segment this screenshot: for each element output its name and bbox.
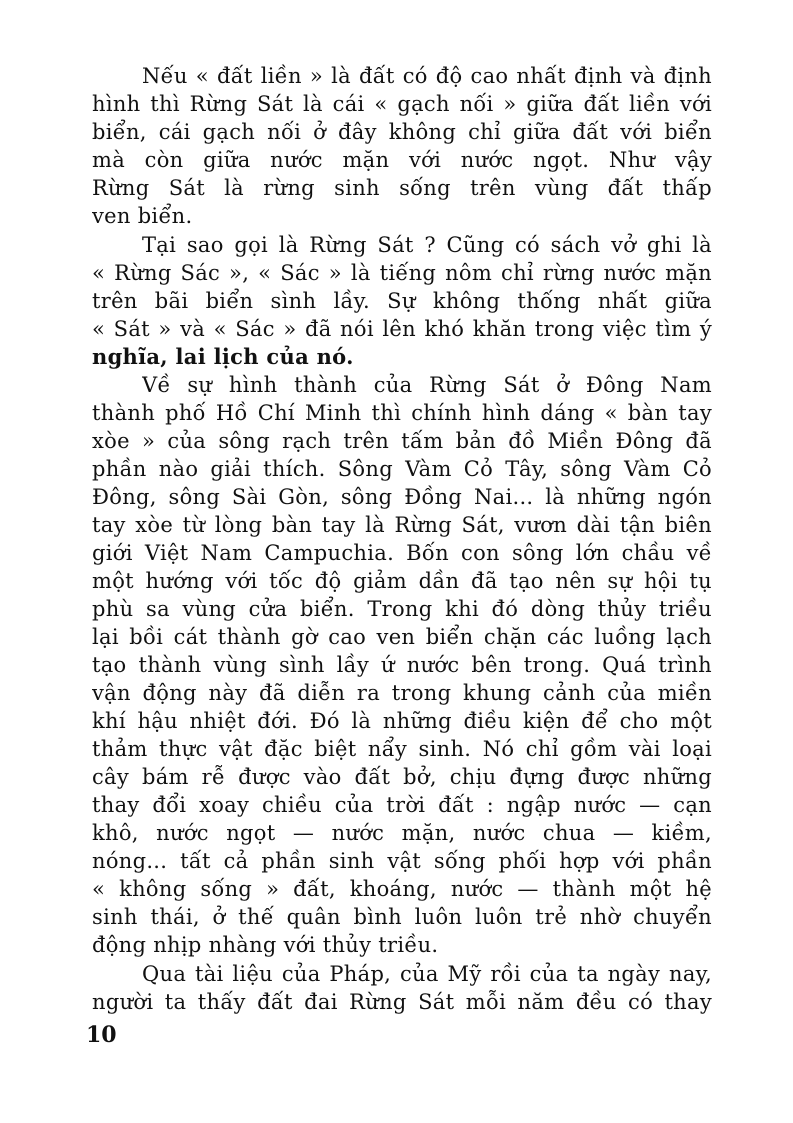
paragraph-3-line-17: khô, nước ngọt — nước mặn, nước chua — kiềm, bbox=[92, 821, 712, 845]
paragraph-3-line-10: lại bồi cát thành gờ cao ven biển chặn các luồng lạch bbox=[92, 625, 712, 649]
paragraph-1-line-2: hình thì Rừng Sát là cái « gạch nối » giữa đất liền với bbox=[92, 92, 712, 116]
paragraph-3-line-2: thành phố Hồ Chí Minh thì chính hình dáng « bàn tay bbox=[92, 401, 712, 425]
paragraph-3-line-9: phù sa vùng cửa biển. Trong khi đó dòng thủy triều bbox=[92, 597, 712, 621]
paragraph-3-line-16: thay đổi xoay chiều của trời đất : ngập nước — cạn bbox=[92, 793, 712, 817]
paragraph-2-line-5: nghĩa, lai lịch của nó. bbox=[92, 344, 354, 369]
paragraph-3-line-19: « không sống » đất, khoáng, nước — thành một hệ bbox=[92, 877, 712, 901]
paragraph-1-line-6: ven biển. bbox=[92, 204, 193, 228]
paragraph-2-line-4: « Sát » và « Sác » đã nói lên khó khăn trong việc tìm ý bbox=[92, 317, 712, 341]
paragraph-3-line-1: Về sự hình thành của Rừng Sát ở Đông Nam bbox=[142, 373, 712, 397]
paragraph-3-line-6: tay xòe từ lòng bàn tay là Rừng Sát, vươn dài tận biên bbox=[92, 513, 712, 537]
paragraph-3-line-5: Đông, sông Sài Gòn, sông Đồng Nai... là những ngón bbox=[92, 485, 712, 509]
page-number: 10 bbox=[86, 1022, 117, 1048]
paragraph-2-line-2: « Rừng Sác », « Sác » là tiếng nôm chỉ rừng nước mặn bbox=[92, 261, 712, 285]
paragraph-2-line-3: trên bãi biển sình lầy. Sự không thống nhất giữa bbox=[92, 289, 712, 313]
paragraph-3-line-4: phần nào giải thích. Sông Vàm Cỏ Tây, sông Vàm Cỏ bbox=[92, 457, 712, 481]
paragraph-3-line-3: xòe » của sông rạch trên tấm bản đồ Miền Đông đã bbox=[92, 429, 712, 453]
paragraph-1-line-5: Rừng Sát là rừng sinh sống trên vùng đất thấp bbox=[92, 176, 712, 200]
paragraph-3-line-18: nóng... tất cả phần sinh vật sống phối hợp với phần bbox=[92, 849, 712, 873]
paragraph-4-line-2: người ta thấy đất đai Rừng Sát mỗi năm đều có thay bbox=[92, 990, 712, 1014]
paragraph-3-line-11: tạo thành vùng sình lầy ứ nước bên trong. Quá trình bbox=[92, 653, 712, 677]
paragraph-4-line-1: Qua tài liệu của Pháp, của Mỹ rồi của ta ngày nay, bbox=[142, 962, 712, 986]
paragraph-1-line-3: biển, cái gạch nối ở đây không chỉ giữa đất với biển bbox=[92, 120, 712, 144]
paragraph-1-line-1: Nếu « đất liền » là đất có độ cao nhất định và định bbox=[142, 64, 712, 88]
paragraph-3-line-8: một hướng với tốc độ giảm dần đã tạo nên sự hội tụ bbox=[92, 569, 712, 593]
paragraph-3-line-21: động nhịp nhàng với thủy triều. bbox=[92, 933, 439, 957]
paragraph-3-line-13: khí hậu nhiệt đới. Đó là những điều kiện để cho một bbox=[92, 709, 712, 733]
paragraph-3-line-12: vận động này đã diễn ra trong khung cảnh của miền bbox=[92, 681, 712, 705]
paragraph-2-line-1: Tại sao gọi là Rừng Sát ? Cũng có sách vở ghi là bbox=[142, 233, 712, 257]
paragraph-3-line-20: sinh thái, ở thế quân bình luôn luôn trẻ nhờ chuyển bbox=[92, 905, 712, 929]
paragraph-1-line-4: mà còn giữa nước mặn với nước ngọt. Như vậy bbox=[92, 148, 712, 172]
paragraph-3-line-7: giới Việt Nam Campuchia. Bốn con sông lớn chầu về bbox=[92, 541, 712, 565]
paragraph-3-line-15: cây bám rễ được vào đất bở, chịu đựng được những bbox=[92, 765, 712, 789]
paragraph-3-line-14: thảm thực vật đặc biệt nẩy sinh. Nó chỉ gồm vài loại bbox=[92, 737, 712, 761]
